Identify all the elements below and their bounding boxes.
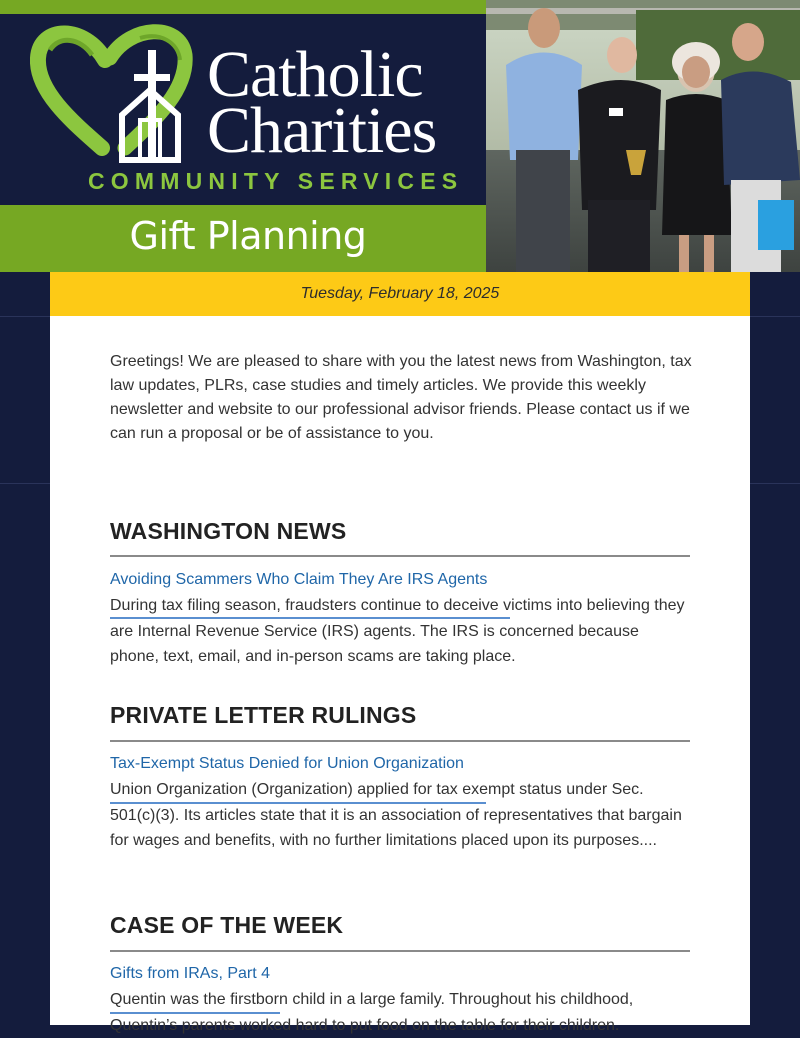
issue-date: Tuesday, February 18, 2025 <box>50 272 750 316</box>
article-link-tax-exempt-union[interactable]: Tax-Exempt Status Denied for Union Organization <box>110 755 464 772</box>
article-summary: Quentin was the firstborn child in a large family. Throughout his childhood, Quentin’s parents worked hard to put food on the table for their children. <box>110 991 634 1034</box>
intro-paragraph: Greetings! We are pleased to share with you the latest news from Washington, tax law updates, PLRs, case studies and timely articles. We provide this weekly newsletter and website to our professional advisor friends. Please contact us if we can run a proposal or be of assistance to you. <box>110 353 692 442</box>
article-summary: Union Organization (Organization) applied for tax exempt status under Sec. 501(c)(3). Its articles state that it is an association of representatives that bargain for wages and benefits, with no further limitations placed upon its purposes.... <box>110 781 682 849</box>
catholic-charities-logo-icon <box>30 20 195 165</box>
top-accent-bar <box>0 0 486 14</box>
newsletter-content <box>50 316 750 1034</box>
newsletter-header <box>0 0 800 272</box>
brand-subtitle: COMMUNITY SERVICES <box>88 168 464 194</box>
brand-name-line2: Charities <box>207 94 437 167</box>
link-underline <box>110 1012 280 1014</box>
article-summary: During tax filing season, fraudsters continue to deceive victims into believing they are Internal Revenue Service (IRS) agents. The IRS is concerned because phone, text, email, and in-person scams are taking place. <box>110 597 685 665</box>
section-rule <box>110 740 690 742</box>
link-underline <box>110 617 510 619</box>
link-underline <box>110 802 486 804</box>
section-rule <box>110 950 690 952</box>
section-rule <box>110 555 690 557</box>
section-title-case-of-the-week: CASE OF THE WEEK <box>110 912 344 938</box>
article-link-gifts-from-iras[interactable]: Gifts from IRAs, Part 4 <box>110 965 271 982</box>
section-title-washington-news: WASHINGTON NEWS <box>110 518 347 544</box>
article-link-irs-scammers[interactable]: Avoiding Scammers Who Claim They Are IRS Agents <box>110 571 488 588</box>
gift-planning-title: Gift Planning <box>129 214 367 258</box>
section-title-private-letter-rulings: PRIVATE LETTER RULINGS <box>110 702 417 728</box>
brand-name-line1: Catholic <box>207 38 423 111</box>
logo-area <box>0 0 486 272</box>
staff-group-photo <box>486 0 800 272</box>
